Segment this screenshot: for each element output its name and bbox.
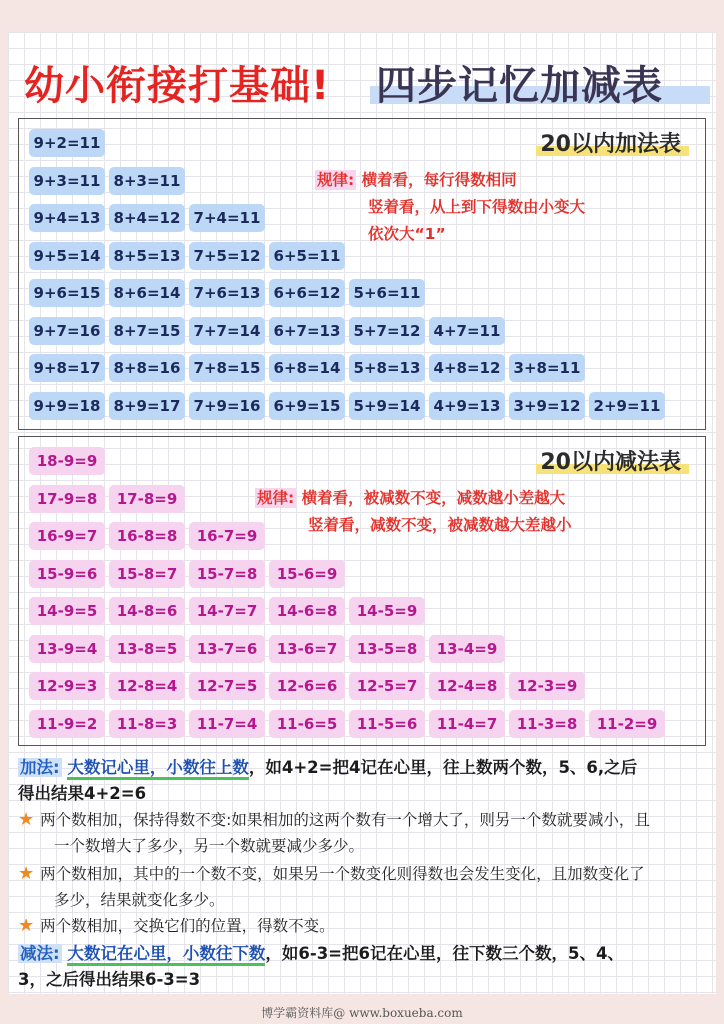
star-note-2-a: 两个数相加，其中的一个数不变，如果另一个数变化则得数也会发生变化，且加数变化了 (40, 865, 645, 883)
subtraction-rule-line: 横着看，被减数不变，减数越小差越大 (301, 489, 566, 507)
addition-cell: 7+7=14 (189, 317, 265, 345)
addition-cell: 3+9=12 (509, 392, 585, 420)
addition-cell: 6+8=14 (269, 354, 345, 382)
subtraction-cell: 12-8=4 (109, 672, 185, 700)
addition-tip-key: 大数记心里，小数往上数 (67, 758, 249, 780)
addition-cell: 8+8=16 (109, 354, 185, 382)
subtraction-cell: 13-6=7 (269, 635, 345, 663)
addition-rule-line: 依次大“1” (368, 225, 446, 243)
subtraction-cell: 13-9=4 (29, 635, 105, 663)
subtraction-cell: 16-7=9 (189, 522, 265, 550)
subtraction-table-panel (18, 436, 706, 746)
addition-cell: 9+5=14 (29, 242, 105, 270)
addition-cell: 3+8=11 (509, 354, 585, 382)
addition-cell: 8+3=11 (109, 167, 185, 195)
subtraction-cell: 15-8=7 (109, 560, 185, 588)
star-note-3 (18, 914, 335, 936)
addition-cell: 4+9=13 (429, 392, 505, 420)
subtraction-tip (18, 940, 624, 964)
addition-rule-line: 竖着看，从上到下得数由小变大 (368, 198, 586, 216)
addition-cell: 5+7=12 (349, 317, 425, 345)
subtraction-cell: 13-7=6 (189, 635, 265, 663)
addition-table-title: 20以内加法表 (540, 127, 681, 158)
star-note-1-b: 一个数增大了多少，另一个数就要减少多少。 (54, 837, 365, 855)
star-note-1 (18, 808, 650, 830)
subtraction-tip-line2: 3，之后得出结果6-3=3 (18, 970, 201, 989)
subtraction-cell: 14-5=9 (349, 597, 425, 625)
addition-cell: 4+8=12 (429, 354, 505, 382)
subtraction-rule-line: 竖着看，减数不变，被减数越大差越小 (308, 516, 572, 534)
subtraction-cell: 13-8=5 (109, 635, 185, 663)
subtraction-cell: 14-9=5 (29, 597, 105, 625)
addition-cell: 4+7=11 (429, 317, 505, 345)
addition-cell: 8+6=14 (109, 279, 185, 307)
addition-cell: 9+7=16 (29, 317, 105, 345)
addition-cell: 5+6=11 (349, 279, 425, 307)
addition-cell: 8+7=15 (109, 317, 185, 345)
subtraction-cell: 13-5=8 (349, 635, 425, 663)
subtraction-rule (255, 485, 572, 539)
star-icon: ★ (18, 809, 35, 830)
subtraction-cell: 16-8=8 (109, 522, 185, 550)
addition-cell: 8+5=13 (109, 242, 185, 270)
addition-tip-line2: 得出结果4+2=6 (18, 784, 147, 803)
subtraction-cell: 12-4=8 (429, 672, 505, 700)
addition-cell: 5+9=14 (349, 392, 425, 420)
addition-cell: 6+5=11 (269, 242, 345, 270)
star-note-1-a: 两个数相加，保持得数不变:如果相加的这两个数有一个增大了，则另一个数就要减小，且 (40, 811, 650, 829)
addition-cell: 7+9=16 (189, 392, 265, 420)
subtraction-tip-key: 大数记在心里，小数往下数 (67, 944, 265, 966)
subtraction-table-title: 20以内减法表 (540, 445, 681, 476)
addition-cell: 7+4=11 (189, 204, 265, 232)
subtraction-cell: 18-9=9 (29, 447, 105, 475)
addition-cell: 9+3=11 (29, 167, 105, 195)
subtraction-cell: 15-6=9 (269, 560, 345, 588)
star-note-3-text: 两个数相加，交换它们的位置，得数不变。 (40, 917, 335, 935)
subtraction-cell: 15-9=6 (29, 560, 105, 588)
subtraction-cell: 11-7=4 (189, 710, 265, 738)
subtraction-cell: 12-9=3 (29, 672, 105, 700)
subtraction-cell: 11-6=5 (269, 710, 345, 738)
addition-rule (315, 167, 585, 248)
subtraction-cell: 12-3=9 (509, 672, 585, 700)
addition-cell: 2+9=11 (589, 392, 665, 420)
addition-tip (18, 754, 637, 778)
subtraction-cell: 11-8=3 (109, 710, 185, 738)
subtraction-cell: 16-9=7 (29, 522, 105, 550)
subtraction-cell: 12-5=7 (349, 672, 425, 700)
addition-cell: 8+4=12 (109, 204, 185, 232)
addition-cell: 8+9=17 (109, 392, 185, 420)
addition-cell: 6+6=12 (269, 279, 345, 307)
addition-rule-line: 横着看，每行得数相同 (361, 171, 517, 189)
subtraction-cell: 12-7=5 (189, 672, 265, 700)
addition-tip-tag: 加法: (20, 758, 60, 777)
subtraction-cell: 13-4=9 (429, 635, 505, 663)
addition-cell: 9+2=11 (29, 129, 105, 157)
subtraction-cell: 17-9=8 (29, 485, 105, 513)
subtraction-cell: 12-6=6 (269, 672, 345, 700)
addition-cell: 9+9=18 (29, 392, 105, 420)
star-note-2 (18, 862, 645, 884)
addition-cell: 9+6=15 (29, 279, 105, 307)
subtraction-cell: 11-9=2 (29, 710, 105, 738)
subtraction-cell: 11-4=7 (429, 710, 505, 738)
addition-cell: 9+4=13 (29, 204, 105, 232)
title-main: 幼小衔接打基础! (24, 63, 331, 109)
title-secondary: 四步记忆加减表 (376, 63, 663, 109)
addition-table-panel (18, 118, 706, 430)
addition-cell: 5+8=13 (349, 354, 425, 382)
subtraction-cell: 11-5=6 (349, 710, 425, 738)
subtraction-cell: 14-6=8 (269, 597, 345, 625)
addition-cell: 7+5=12 (189, 242, 265, 270)
addition-cell: 6+7=13 (269, 317, 345, 345)
addition-cell: 7+6=13 (189, 279, 265, 307)
addition-tip-rest: ，如4+2=把4记在心里，往上数两个数，5、6,之后 (248, 758, 638, 777)
subtraction-tip-rest: ，如6-3=把6记在心里，往下数三个数，5、4、 (265, 944, 624, 963)
subtraction-cell: 17-8=9 (109, 485, 185, 513)
addition-cell: 7+8=15 (189, 354, 265, 382)
addition-cell: 9+8=17 (29, 354, 105, 382)
star-icon: ★ (18, 863, 35, 884)
star-note-2-b: 多少，结果就变化多少。 (54, 891, 225, 909)
addition-rule-label: 规律: (317, 171, 355, 189)
page-title (18, 52, 708, 118)
star-icon: ★ (18, 915, 35, 936)
subtraction-cell: 14-8=6 (109, 597, 185, 625)
subtraction-cell: 11-2=9 (589, 710, 665, 738)
subtraction-cell: 11-3=8 (509, 710, 585, 738)
subtraction-rule-label: 规律: (257, 489, 295, 507)
subtraction-tip-tag: 减法: (20, 944, 60, 963)
subtraction-cell: 14-7=7 (189, 597, 265, 625)
subtraction-cell: 15-7=8 (189, 560, 265, 588)
addition-cell: 6+9=15 (269, 392, 345, 420)
footer-watermark: 博学霸资料库@ www.boxueba.com (261, 1006, 463, 1020)
